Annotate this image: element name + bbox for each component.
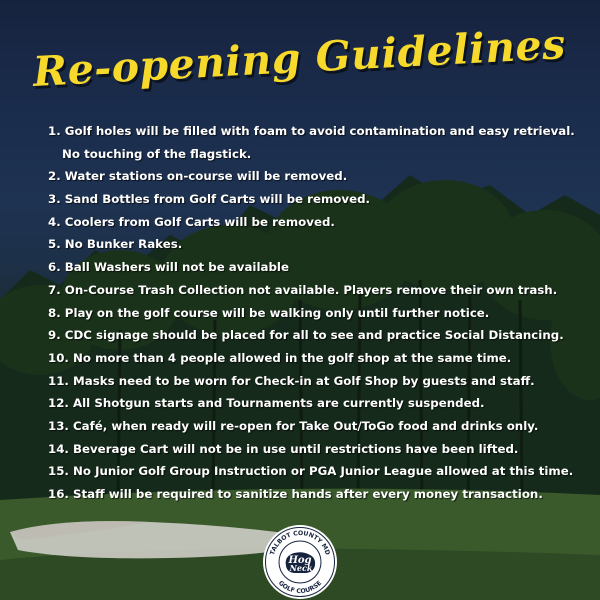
list-item: 12. All Shotgun starts and Tournaments are currently suspended. [48, 396, 485, 411]
list-item: 13. Café, when ready will re-open for Take Out/ToGo food and drinks only. [48, 418, 539, 433]
logo-name-line2: Neck [289, 563, 313, 573]
list-item: 1. Golf holes will be filled with foam to avoid contamination and easy retrieval. [48, 124, 575, 138]
list-item: 2. Water stations on-course will be removed. [48, 169, 348, 184]
list-item: 16. Staff will be required to sanitize hands after every money transaction. [48, 487, 543, 501]
list-item: 15. No Junior Golf Group Instruction or PGA Junior League allowed at this time. [48, 464, 574, 479]
list-item: 4. Coolers from Golf Carts will be removed. [48, 214, 335, 229]
logo-top-arc: TALBOT COUNTY MD [269, 529, 331, 556]
list-item: 8. Play on the golf course will be walking only until further notice. [48, 305, 490, 320]
list-item: 11. Masks need to be worn for Check-in at Golf Shop by guests and staff. [48, 373, 535, 388]
guidelines-list [48, 120, 588, 506]
list-item: 6. Ball Washers will not be available [48, 260, 289, 275]
logo-bottom-arc: GOLF COURSE [276, 579, 324, 596]
list-item: 9. CDC signage should be placed for all to see and practice Social Distancing. [48, 328, 564, 343]
page-title: Re-opening Guidelines [31, 20, 567, 96]
list-item: 10. No more than 4 people allowed in the golf shop at the same time. [48, 350, 512, 365]
list-item: 14. Beverage Cart will not be in use until restrictions have been lifted. [48, 441, 519, 456]
hog-neck-logo [262, 524, 338, 600]
logo-name-line1: Hog [288, 555, 312, 566]
list-item: 5. No Bunker Rakes. [48, 237, 183, 252]
list-item: 7. On-Course Trash Collection not available. Players remove their own trash. [48, 282, 558, 297]
list-item: 3. Sand Bottles from Golf Carts will be removed. [48, 192, 371, 207]
list-item: No touching of the flagstick. [62, 146, 252, 161]
